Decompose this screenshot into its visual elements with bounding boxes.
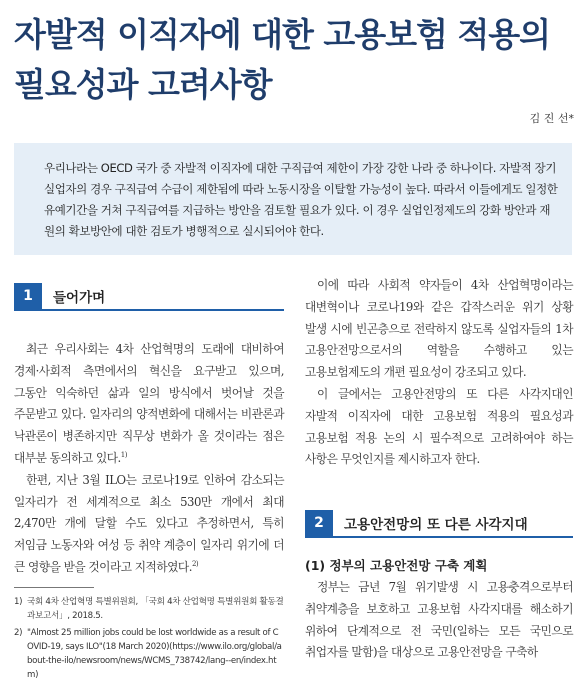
left-column-body: [14, 339, 284, 579]
author-name: 김 진 선*: [529, 112, 574, 125]
footnote-number: 1): [14, 597, 23, 607]
body-paragraph: 이 글에서는 고용안전망의 또 다른 사각지대인 자발적 이직자에 대한 고용보험 적용의 필요성과 고용보험 적용 논의 시 필수적으로 고려하여야 하는 사항은 무엇인지를 제시하고자 한다.: [305, 386, 573, 467]
footnote-text: 국회 4차 산업혁명 특별위원회, 「국회 4차 산업혁명 특별위원회 활동결과보고서」, 2018.5.: [27, 597, 284, 622]
section-number: 2: [305, 510, 333, 536]
footnote-item: [14, 595, 284, 624]
paragraph-text: 한편, 지난 3월 ILO는 코로나19로 인하여 감소되는 일자리가 전 세계적으로 최소 530만 개에서 최대 2,470만 개에 달할 수도 있다고 추정하면서, 특히 저임금 노동자와 여성 등 취약 계층이 일자리 위기에 더 큰 영향을 받을 것이라고 지적하였다.: [14, 472, 284, 574]
section-header-2: [305, 510, 573, 538]
subsection-heading: (1) 정부의 고용안전망 구축 계획: [305, 558, 488, 573]
section-number: 1: [14, 283, 42, 309]
footnote-ref[interactable]: 1): [120, 451, 127, 460]
section-title: 고용안전망의 또 다른 사각지대: [344, 517, 528, 533]
body-paragraph: [14, 470, 284, 579]
abstract-box: 우리나라는 OECD 국가 중 자발적 이직자에 대한 구직급여 제한이 가장 강한 나라 중 하나이다. 자발적 장기 실업자의 경우 구직급여 수급이 제한됨에 따라 노동시장을 이탈할 가능성이 높다. 따라서 이들에게도 일정한 유예기간을 거쳐 구직급여를 지급하는 방안을 검토할 필요가 있다. 이 경우 실업인정제도의 강화 방안과 재원의 확보방안에 대한 검토가 병행적으로 실시되어야 한다.: [14, 143, 572, 255]
section-title: 들어가며: [53, 290, 106, 306]
page-title: 자발적 이직자에 대한 고용보험 적용의 필요성과 고려사항: [14, 15, 551, 104]
paragraph-text: 최근 우리사회는 4차 산업혁명의 도래에 대비하여 경제·사회적 측면에서의 혁신을 요구받고 있으며, 그동안 익숙하던 삶과 일의 방식에서 벗어날 것을 주문받고 있다. 일자리의 양적변화에 대해서는 비관론과 낙관론이 병존하지만 직무상 변화가 올 것이라는 점은 대부분 동의하고 있다.: [14, 342, 284, 465]
section-header-1: [14, 283, 284, 311]
body-paragraph: 정부는 금년 7월 위기발생 시 고용충격으로부터 취약계층을 보호하고 고용보험 사각지대를 해소하기 위하여 단계적으로 전 국민(일하는 모든 국민으로 취업자를 말함)을 대상으로 고용안전망을 구축하: [305, 580, 573, 660]
footnote-text[interactable]: "Almost 25 million jobs could be lost worldwide as a result of COVID-19, says ILO"(18 March 2020)(https://www.ilo.org/global/about-the-ilo/newsroom/news/WCMS_738742/lang--en/index.htm): [27, 627, 282, 681]
footnote-ref[interactable]: 2): [191, 560, 199, 569]
right-column-body: [305, 275, 573, 471]
right-column-body-2: [305, 577, 573, 664]
body-paragraph: 이에 따라 사회적 약자들이 4차 산업혁명이라는 대변혁이나 코로나19와 같은 갑작스러운 위기 상황 발생 시에 빈곤층으로 전락하지 않도록 실업자들의 1차 고용안전망으로서의 역할을 수행하고 있는 고용보험제도의 개편 필요성이 강조되고 있다.: [305, 278, 573, 380]
footnote-item: [14, 626, 284, 683]
footnote-divider: [14, 587, 94, 588]
footnotes: [14, 595, 284, 685]
body-paragraph: [14, 339, 284, 470]
footnote-number: 2): [14, 627, 23, 638]
